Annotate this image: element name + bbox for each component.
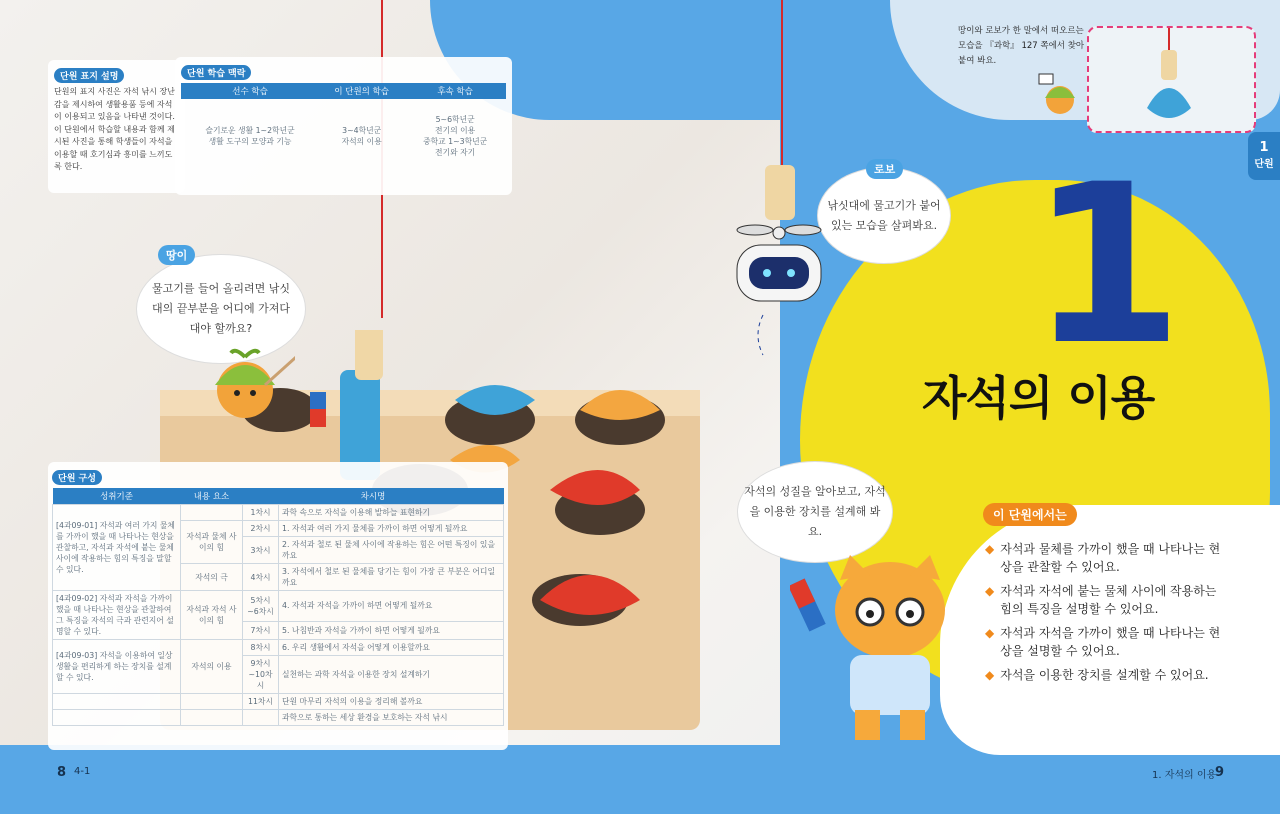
robo-speech-bubble	[818, 168, 950, 263]
lesson-title: 과학으로 통하는 세상 환경을 보호하는 자석 낚시	[279, 710, 504, 726]
unit-title: 자석의 이용	[922, 371, 1155, 425]
diamond-icon: ◆	[985, 584, 995, 598]
learning-flow-box	[175, 57, 512, 195]
unit-structure-box	[48, 462, 508, 750]
learning-flow-tag: 단원 학습 맥락	[181, 65, 251, 80]
content-cell: 자석의 이용	[181, 640, 243, 694]
fish-magnet-photo	[1089, 28, 1250, 127]
table-row	[53, 591, 504, 622]
ttangi-small-icon	[1035, 70, 1085, 120]
next-grade: 중학교 1~3학년군	[423, 137, 488, 146]
prior-cell	[181, 99, 319, 173]
lesson-no: 3차시	[243, 537, 279, 564]
lesson-no: 2차시	[243, 521, 279, 537]
side-tab-label: 단원	[1254, 159, 1274, 170]
lesson-no: 7차시	[243, 621, 279, 639]
magnet-lure	[355, 330, 383, 380]
unit-intro-tag: 단원 표지 설명	[54, 68, 124, 83]
standard-cell: [4과09-02] 자석과 자석을 가까이 했을 때 나타나는 현상을 관찰하여 그 특징을 자석의 극과 관련지어 설명할 수 있다.	[53, 591, 181, 640]
col-header: 차시명	[243, 488, 504, 505]
goal-item	[985, 582, 1225, 618]
ttangi-speech-text: 물고기를 들어 올리려면 낚싯대의 끝부분을 어디에 가져다 대야 할까요?	[151, 282, 290, 335]
standard-cell: [4과09-03] 자석을 이용하여 일상생활을 편리하게 하는 장치를 설계할 수 있다.	[53, 640, 181, 694]
lesson-title: 6. 우리 생활에서 자석을 어떻게 이용할까요	[279, 640, 504, 656]
goal-text: 자석과 자석에 붙는 물체 사이에 작용하는 힘의 특징을 설명할 수 있어요.	[1000, 584, 1217, 616]
lesson-title: 4. 자석과 자석을 가까이 하면 어떻게 될까요	[279, 591, 504, 622]
table-row	[53, 505, 504, 521]
top-note: 땅이와 로보가 한 말에서 떠오르는 모습을 『과학』 127 쪽에서 찾아 붙여 봐요.	[958, 26, 1085, 66]
next-grade: 5~6학년군	[435, 115, 475, 124]
lesson-title: 과학 속으로 자석을 이용해 발하늘 표현하기	[279, 505, 504, 521]
current-cell	[319, 99, 404, 173]
col-header: 이 단원의 학습	[319, 83, 404, 99]
goal-item	[985, 666, 1225, 684]
diamond-icon: ◆	[985, 542, 995, 556]
goal-text: 자석과 물체를 가까이 했을 때 나타나는 현상을 관찰할 수 있어요.	[1000, 542, 1221, 574]
lesson-title: 단원 마무리 자석의 이용을 정리해 볼까요	[279, 694, 504, 710]
current-grade: 3~4학년군	[342, 126, 382, 135]
photo-placeholder	[1087, 26, 1256, 133]
goals-list	[985, 540, 1225, 690]
goal-text: 자석과 자석을 가까이 했을 때 나타나는 현상을 설명할 수 있어요.	[1000, 626, 1221, 658]
col-header: 성취기준	[53, 488, 181, 505]
ttangi-character	[205, 345, 295, 425]
prior-topic: 생활 도구의 모양과 기능	[208, 137, 292, 146]
next-topic: 전기와 자기	[435, 148, 476, 157]
content-cell	[181, 710, 243, 726]
lesson-title: 1. 자석과 여러 가지 물체를 가까이 하면 어떻게 될까요	[279, 521, 504, 537]
learning-flow-table	[181, 83, 506, 173]
col-header: 선수 학습	[181, 83, 319, 99]
lesson-no: 8차시	[243, 640, 279, 656]
lesson-no: 5차시 ~6차시	[243, 591, 279, 622]
side-tab-number: 1	[1259, 140, 1269, 155]
lesson-title: 3. 자석에서 철로 된 물체를 당기는 힘이 가장 큰 부분은 어디일까요	[279, 564, 504, 591]
prior-grade: 슬기로운 생활 1~2학년군	[205, 126, 295, 135]
standard-cell	[53, 710, 181, 726]
unit-structure-tag: 단원 구성	[52, 470, 102, 485]
next-topic: 전기의 이용	[435, 126, 476, 135]
unit-side-tab[interactable]	[1248, 132, 1280, 180]
page-number-right: 9	[1215, 765, 1225, 780]
page-number-left: 8	[57, 765, 67, 780]
lesson-title: 5. 나침반과 자석을 가까이 하면 어떻게 될까요	[279, 621, 504, 639]
goal-item	[985, 540, 1225, 576]
goal-item	[985, 624, 1225, 660]
content-cell: 자석과 자석 사이의 힘	[181, 591, 243, 640]
robo-character	[715, 165, 825, 365]
standard-cell	[53, 694, 181, 710]
cat-speech-text: 자석의 성질을 알아보고, 자석을 이용한 장치를 설계해 봐요.	[744, 485, 886, 538]
current-topic: 자석의 이용	[341, 137, 382, 146]
content-cell: 자석의 극	[181, 564, 243, 591]
goal-text: 자석을 이용한 장치를 설계할 수 있어요.	[1000, 668, 1209, 682]
diamond-icon: ◆	[985, 668, 995, 682]
standard-cell: [4과09-01] 자석과 여러 가지 물체를 가까이 했을 때 나타나는 현상을 관찰하고, 자석과 자석에 붙는 물체 사이에 작용하는 힘의 특징을 말할 수 있다.	[53, 505, 181, 591]
content-cell: 자석과 물체 사이의 힘	[181, 521, 243, 564]
page-label-right: 1. 자석의 이용	[1152, 770, 1217, 781]
cat-speech-bubble	[738, 462, 892, 562]
lesson-no	[243, 710, 279, 726]
table-row	[53, 694, 504, 710]
lesson-no: 11차시	[243, 694, 279, 710]
content-cell	[181, 505, 243, 521]
robo-name-tag: 로보	[866, 159, 903, 179]
page-label-left: 4-1	[74, 766, 91, 777]
next-cell	[404, 99, 506, 173]
lesson-no: 1차시	[243, 505, 279, 521]
table-row	[53, 710, 504, 726]
lesson-no: 9차시 ~10차시	[243, 656, 279, 694]
col-header: 내용 요소	[181, 488, 243, 505]
lesson-title: 실천하는 과학 자석을 이용한 장치 설계하기	[279, 656, 504, 694]
ttangi-name-tag: 땅이	[158, 245, 195, 265]
fishing-line-robo	[781, 0, 783, 168]
blue-shape-bottom	[0, 745, 1280, 814]
table-row	[53, 640, 504, 656]
lesson-title: 2. 자석과 철로 된 물체 사이에 작용하는 힘은 어떤 특징이 있을까요	[279, 537, 504, 564]
goals-tag: 이 단원에서는	[983, 503, 1077, 526]
unit-number: 1	[1030, 137, 1184, 393]
unit-structure-table	[52, 488, 504, 726]
robo-speech-text: 낚싯대에 물고기가 붙어 있는 모습을 살펴봐요.	[827, 198, 941, 232]
unit-intro-box	[48, 60, 185, 193]
content-cell	[181, 694, 243, 710]
lesson-no: 4차시	[243, 564, 279, 591]
unit-intro-text: 단원의 표지 사진은 자석 낚시 장난감을 제시하여 생활용품 등에 자석이 이용되고 있음을 나타낸 것이다. 이 단원에서 학습할 내용과 함께 제시된 사진을 통해 학생들이 자석을 이용할 때 호기심과 흥미를 느끼도록 한다.	[54, 87, 175, 171]
diamond-icon: ◆	[985, 626, 995, 640]
cat-character	[790, 550, 980, 750]
col-header: 후속 학습	[404, 83, 506, 99]
